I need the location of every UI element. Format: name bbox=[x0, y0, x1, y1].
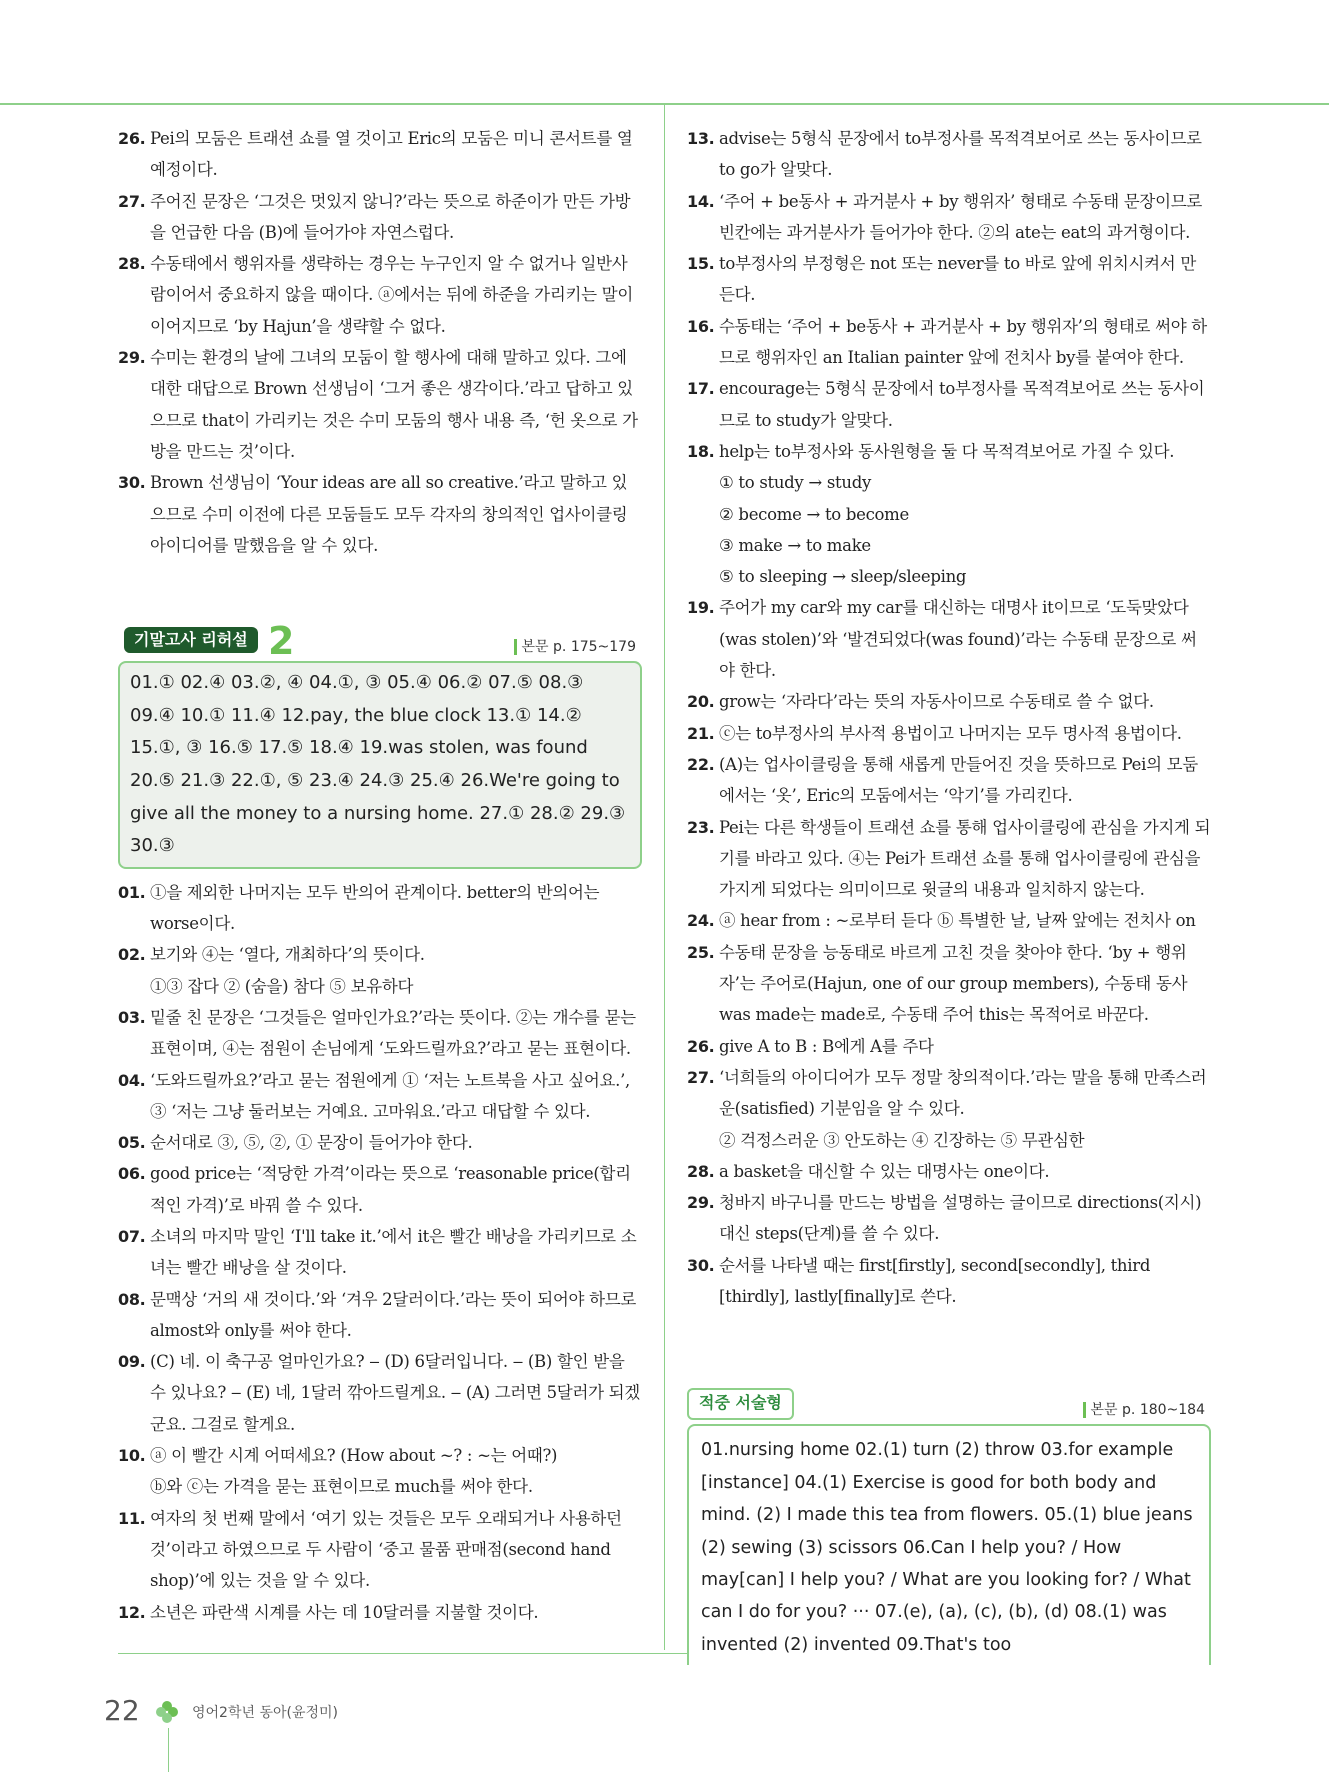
explanation-item bbox=[687, 812, 1211, 906]
item-number: 12. bbox=[118, 1602, 146, 1622]
explanation-item bbox=[118, 1440, 642, 1503]
item-text: 보기와 ④는 ‘열다, 개최하다’의 뜻이다. bbox=[150, 945, 425, 965]
item-text: encourage는 5형식 문장에서 to부정사를 목적격보어로 쓰는 동사이므로 to study가 알맞다. bbox=[719, 379, 1205, 430]
section2-badge: 적중 서술형 bbox=[687, 1388, 794, 1420]
explanation-item bbox=[118, 248, 642, 342]
item-number: 04. bbox=[118, 1070, 146, 1090]
explanation-item bbox=[687, 749, 1211, 812]
item-number: 29. bbox=[687, 1193, 715, 1213]
item-text: ⑤ to sleeping → sleep/sleeping bbox=[719, 567, 967, 587]
item-text: ⓒ는 to부정사의 부사적 용법이고 나머지는 모두 명사적 용법이다. bbox=[719, 723, 1182, 743]
explanation-item bbox=[118, 939, 642, 1002]
item-text: ② become → to become bbox=[719, 504, 909, 524]
item-number: 13. bbox=[687, 129, 715, 148]
page-number: 22 bbox=[104, 1694, 140, 1727]
item-text: ① to study → study bbox=[719, 473, 871, 493]
explanation-item bbox=[687, 373, 1211, 436]
item-text: ①③ 잡다 ② (숨을) 참다 ⑤ 보유하다 bbox=[150, 976, 414, 996]
item-number: 27. bbox=[118, 191, 146, 211]
explanation-item bbox=[687, 1031, 1211, 1062]
item-text: (C) 네. 이 축구공 얼마인가요? ‒ (D) 6달러입니다. ‒ (B) 할인 받을 수 있나요? ‒ (E) 네, 1달러 깎아드릴게요. ‒ (A) 그러면 5달러가 되겠군요. 그걸로 할게요. bbox=[150, 1352, 640, 1434]
item-text: ③ make → to make bbox=[719, 535, 871, 555]
item-text: ‘너희들의 아이디어가 모두 정말 창의적이다.’라는 말을 통해 만족스러운(satisfied) 기분임을 알 수 있다. bbox=[719, 1067, 1207, 1119]
item-text: ①을 제외한 나머지는 모두 반의어 관계이다. better의 반의어는 worse이다. bbox=[150, 882, 600, 934]
explanation-item bbox=[118, 467, 642, 561]
item-number: 16. bbox=[687, 316, 715, 336]
explanation-item bbox=[687, 436, 1211, 592]
item-text: ‘주어 + be동사 + 과거분사 + by 행위자’ 형태로 수동태 문장이므로 빈칸에는 과거분사가 들어가야 한다. ②의 ate는 eat의 과거형이다. bbox=[719, 191, 1202, 242]
item-number: 23. bbox=[687, 817, 715, 837]
explanation-item bbox=[118, 342, 642, 467]
explanation-item bbox=[687, 1062, 1211, 1156]
section-header-final-exam bbox=[118, 619, 642, 664]
explanation-item bbox=[687, 686, 1211, 717]
item-number: 01. bbox=[118, 882, 146, 902]
item-number: 26. bbox=[118, 129, 146, 148]
item-number: 24. bbox=[687, 911, 715, 931]
item-text: 주어진 문장은 ‘그것은 멋있지 않니?’라는 뜻으로 하준이가 만든 가방을 언급한 다음 (B)에 들어가야 자연스럽다. bbox=[150, 191, 631, 242]
item-number: 30. bbox=[118, 473, 146, 493]
explanation-item bbox=[687, 937, 1211, 1031]
footer-line bbox=[168, 1728, 169, 1772]
item-number: 06. bbox=[118, 1164, 146, 1184]
item-text: Pei의 모둠은 트래션 쇼를 열 것이고 Eric의 모둠은 미니 콘서트를 열 예정이다. bbox=[150, 129, 633, 180]
item-text: 청바지 바구니를 만드는 방법을 설명하는 글이므로 directions(지시) 대신 steps(단계)를 쓸 수 있다. bbox=[719, 1193, 1202, 1244]
item-number: 11. bbox=[118, 1508, 146, 1528]
item-text: ⓑ와 ⓒ는 가격을 묻는 표현이므로 much를 써야 한다. bbox=[150, 1477, 533, 1497]
item-number: 30. bbox=[687, 1255, 715, 1275]
clover-icon bbox=[154, 1699, 180, 1725]
explanation-item bbox=[118, 1503, 642, 1597]
item-text: help는 to부정사와 동사원형을 둘 다 목적격보어로 가질 수 있다. bbox=[719, 441, 1175, 461]
explanation-item bbox=[687, 186, 1211, 249]
item-text: 수동태에서 행위자를 생략하는 경우는 누구인지 알 수 없거나 일반사람이어서 중요하지 않을 때이다. ⓐ에서는 뒤에 하준을 가리키는 말이 이어지므로 ‘by Hajun’을 생략할 수 없다. bbox=[150, 254, 633, 336]
item-text: (A)는 업사이클링을 통해 새롭게 만들어진 것을 뜻하므로 Pei의 모둠에서는 ‘옷’, Eric의 모둠에서는 ‘악기’를 가리킨다. bbox=[719, 754, 1198, 806]
item-number: 05. bbox=[118, 1133, 146, 1153]
explanation-item bbox=[687, 311, 1211, 374]
answer-key-box-2 bbox=[687, 1424, 1211, 1665]
explanation-item bbox=[118, 1065, 642, 1128]
item-number: 21. bbox=[687, 723, 715, 743]
item-text: 밑줄 친 문장은 ‘그것들은 얼마인가요?’라는 뜻이다. ②는 개수를 묻는 표현이며, ④는 점원이 손님에게 ‘도와드릴까요?’라고 묻는 표현이다. bbox=[150, 1007, 636, 1059]
item-number: 26. bbox=[687, 1036, 715, 1056]
item-text: 수동태는 ‘주어 + be동사 + 과거분사 + by 행위자’의 형태로 써야 하므로 행위자인 an Italian painter 앞에 전치사 by를 붙여야 한다. bbox=[719, 316, 1207, 368]
item-number: 20. bbox=[687, 692, 715, 712]
book-title: 영어2학년 동아(윤정미) bbox=[192, 1705, 338, 1721]
item-number: 08. bbox=[118, 1289, 146, 1309]
item-text: good price는 ‘적당한 가격’이라는 뜻으로 ‘reasonable price(합리적인 가격)’로 바꿔 쓸 수 있다. bbox=[150, 1164, 631, 1215]
explanation-item bbox=[118, 1221, 642, 1284]
item-number: 29. bbox=[118, 348, 146, 368]
item-number: 10. bbox=[118, 1446, 146, 1466]
section-header-descriptive bbox=[687, 1386, 1211, 1424]
column-divider bbox=[664, 104, 665, 1650]
item-number: 28. bbox=[687, 1161, 715, 1181]
item-number: 14. bbox=[687, 191, 715, 211]
explanation-item bbox=[687, 123, 1211, 186]
item-number: 15. bbox=[687, 254, 715, 274]
item-text: 소녀의 마지막 말인 ‘I'll take it.’에서 it은 빨간 배낭을 가리키므로 소녀는 빨간 배낭을 살 것이다. bbox=[150, 1226, 637, 1278]
explanation-item bbox=[118, 123, 642, 186]
item-text: ② 걱정스러운 ③ 안도하는 ④ 긴장하는 ⑤ 무관심한 bbox=[719, 1130, 1085, 1150]
section-badge: 기말고사 리허설 bbox=[124, 627, 258, 653]
item-text: 순서대로 ③, ⑤, ②, ① 문장이 들어가야 한다. bbox=[150, 1133, 473, 1153]
item-number: 09. bbox=[118, 1352, 146, 1372]
page-reference-2: 본문 p. 180~184 bbox=[1083, 1402, 1205, 1418]
item-text: a basket을 대신할 수 있는 대명사는 one이다. bbox=[719, 1161, 1050, 1181]
answer-key-text-2: 01.nursing home 02.(1) turn (2) throw 03.for example [instance] 04.(1) Exercise is good for both body and mind. (2) I made this tea from flowers. 05.(1) blue jeans (2) sewing (3) scissors 06.Can I help you? / How may[can] I help you? / What are you looking for? / What can I do for you? ··· 07.(e), (a), (c), (b), (d) 08.(1) was invented (2) invented 09.That's too bbox=[701, 1440, 1193, 1655]
item-text: to부정사의 부정형은 not 또는 never를 to 바로 앞에 위치시켜서 만든다. bbox=[719, 254, 1197, 305]
explanation-item bbox=[687, 1187, 1211, 1250]
item-text: ⓐ hear from : ~로부터 듣다 ⓑ 특별한 날, 날짜 앞에는 전치사 on bbox=[719, 911, 1196, 931]
item-text: Brown 선생님이 ‘Your ideas are all so creative.’라고 말하고 있으므로 수미 이전에 다른 모둠들도 모두 각자의 창의적인 업사이클링 아이디어를 말했음을 알 수 있다. bbox=[150, 473, 628, 555]
item-number: 25. bbox=[687, 942, 715, 962]
item-number: 03. bbox=[118, 1007, 146, 1027]
item-number: 17. bbox=[687, 379, 715, 399]
explanation-item bbox=[118, 877, 642, 940]
item-text: Pei는 다른 학생들이 트래션 쇼를 통해 업사이클링에 관심을 가지게 되기를 바라고 있다. ④는 Pei가 트래션 쇼를 통해 업사이클링에 관심을 가지게 되었다는 의미이므로 윗글의 내용과 일치하지 않는다. bbox=[719, 817, 1211, 900]
item-text: 문맥상 ‘거의 새 것이다.’와 ‘겨우 2달러이다.’라는 뜻이 되어야 하므로 almost와 only를 써야 한다. bbox=[150, 1289, 637, 1340]
right-column bbox=[687, 123, 1211, 1665]
left-explanations-top bbox=[118, 123, 642, 561]
explanation-item bbox=[687, 1250, 1211, 1313]
item-text: ⓐ 이 빨간 시계 어떠세요? (How about ~? : ~는 어때?) bbox=[150, 1446, 558, 1466]
left-column bbox=[118, 123, 642, 1628]
item-number: 07. bbox=[118, 1226, 146, 1246]
explanation-item bbox=[687, 592, 1211, 686]
page-reference: 본문 p. 175~179 bbox=[514, 639, 636, 655]
item-text: advise는 5형식 문장에서 to부정사를 목적격보어로 쓰는 동사이므로 to go가 알맞다. bbox=[719, 129, 1202, 180]
right-explanations bbox=[687, 123, 1211, 1312]
explanation-item bbox=[118, 1127, 642, 1158]
item-number: 27. bbox=[687, 1067, 715, 1087]
item-text: 여자의 첫 번째 말에서 ‘여기 있는 것들은 모두 오래되거나 사용하던 것’이라고 하였으므로 두 사람이 ‘중고 물품 판매점(second hand shop)’에 있는 것을 알 수 있다. bbox=[150, 1508, 622, 1591]
item-text: give A to B : B에게 A를 주다 bbox=[719, 1036, 934, 1056]
explanation-item bbox=[118, 1002, 642, 1065]
explanation-item bbox=[118, 186, 642, 249]
item-text: ‘도와드릴까요?’라고 묻는 점원에게 ① ‘저는 노트북을 사고 싶어요.’, ③ ‘저는 그냥 둘러보는 거예요. 고마워요.’라고 대답할 수 있다. bbox=[150, 1070, 631, 1121]
item-number: 18. bbox=[687, 441, 715, 461]
item-text: 수동태 문장을 능동태로 바르게 고친 것을 찾아야 한다. ‘by + 행위자’는 주어로(Hajun, one of our group members), 수동태 동사 was made는 made로, 수동태 주어 this는 목적어로 바꾼다. bbox=[719, 942, 1188, 1025]
item-text: grow는 ‘자라다’라는 뜻의 자동사이므로 수동태로 쓸 수 없다. bbox=[719, 692, 1154, 712]
explanation-item bbox=[118, 1346, 642, 1440]
item-text: 주어가 my car와 my car를 대신하는 대명사 it이므로 ‘도둑맞았다(was stolen)’와 ‘발견되었다(was found)’라는 수동태 문장으로 써야 한다. bbox=[719, 598, 1197, 681]
item-number: 02. bbox=[118, 945, 146, 965]
section-badge-number: 2 bbox=[268, 619, 295, 664]
explanation-item bbox=[687, 1156, 1211, 1187]
explanation-item bbox=[118, 1597, 642, 1628]
item-text: 소년은 파란색 시계를 사는 데 10달러를 지불할 것이다. bbox=[150, 1602, 539, 1622]
explanation-item bbox=[687, 718, 1211, 749]
explanation-item bbox=[118, 1284, 642, 1347]
item-text: 수미는 환경의 날에 그녀의 모둠이 할 행사에 대해 말하고 있다. 그에 대한 대답으로 Brown 선생님이 ‘그거 좋은 생각이다.’라고 답하고 있으므로 that이 가리키는 것은 수미 모둠의 행사 내용 즉, ‘헌 옷으로 가방을 만드는 것’이다. bbox=[150, 348, 638, 461]
item-text: 순서를 나타낼 때는 first[firstly], second[secondly], third [thirdly], lastly[finally]로 쓴다. bbox=[719, 1255, 1151, 1306]
answer-key-box bbox=[118, 661, 642, 869]
item-number: 28. bbox=[118, 254, 146, 274]
left-explanations-bottom bbox=[118, 877, 642, 1628]
explanation-item bbox=[118, 1158, 642, 1221]
item-number: 19. bbox=[687, 598, 715, 618]
answer-key-text: 01.① 02.④ 03.②, ④ 04.①, ③ 05.④ 06.② 07.⑤ 08.③ 09.④ 10.① 11.④ 12.pay, the blue clock 13.① 14.② 15.①, ③ 16.⑤ 17.⑤ 18.④ 19.was stolen, was found 20.⑤ 21.③ 22.①, ⑤ 23.④ 24.③ 25.④ 26.We're going to give all the money to a nursing home. 27.① 28.② 29.③ 30.③ bbox=[130, 672, 626, 857]
explanation-item bbox=[687, 248, 1211, 311]
explanation-item bbox=[687, 905, 1211, 936]
item-number: 22. bbox=[687, 754, 715, 774]
